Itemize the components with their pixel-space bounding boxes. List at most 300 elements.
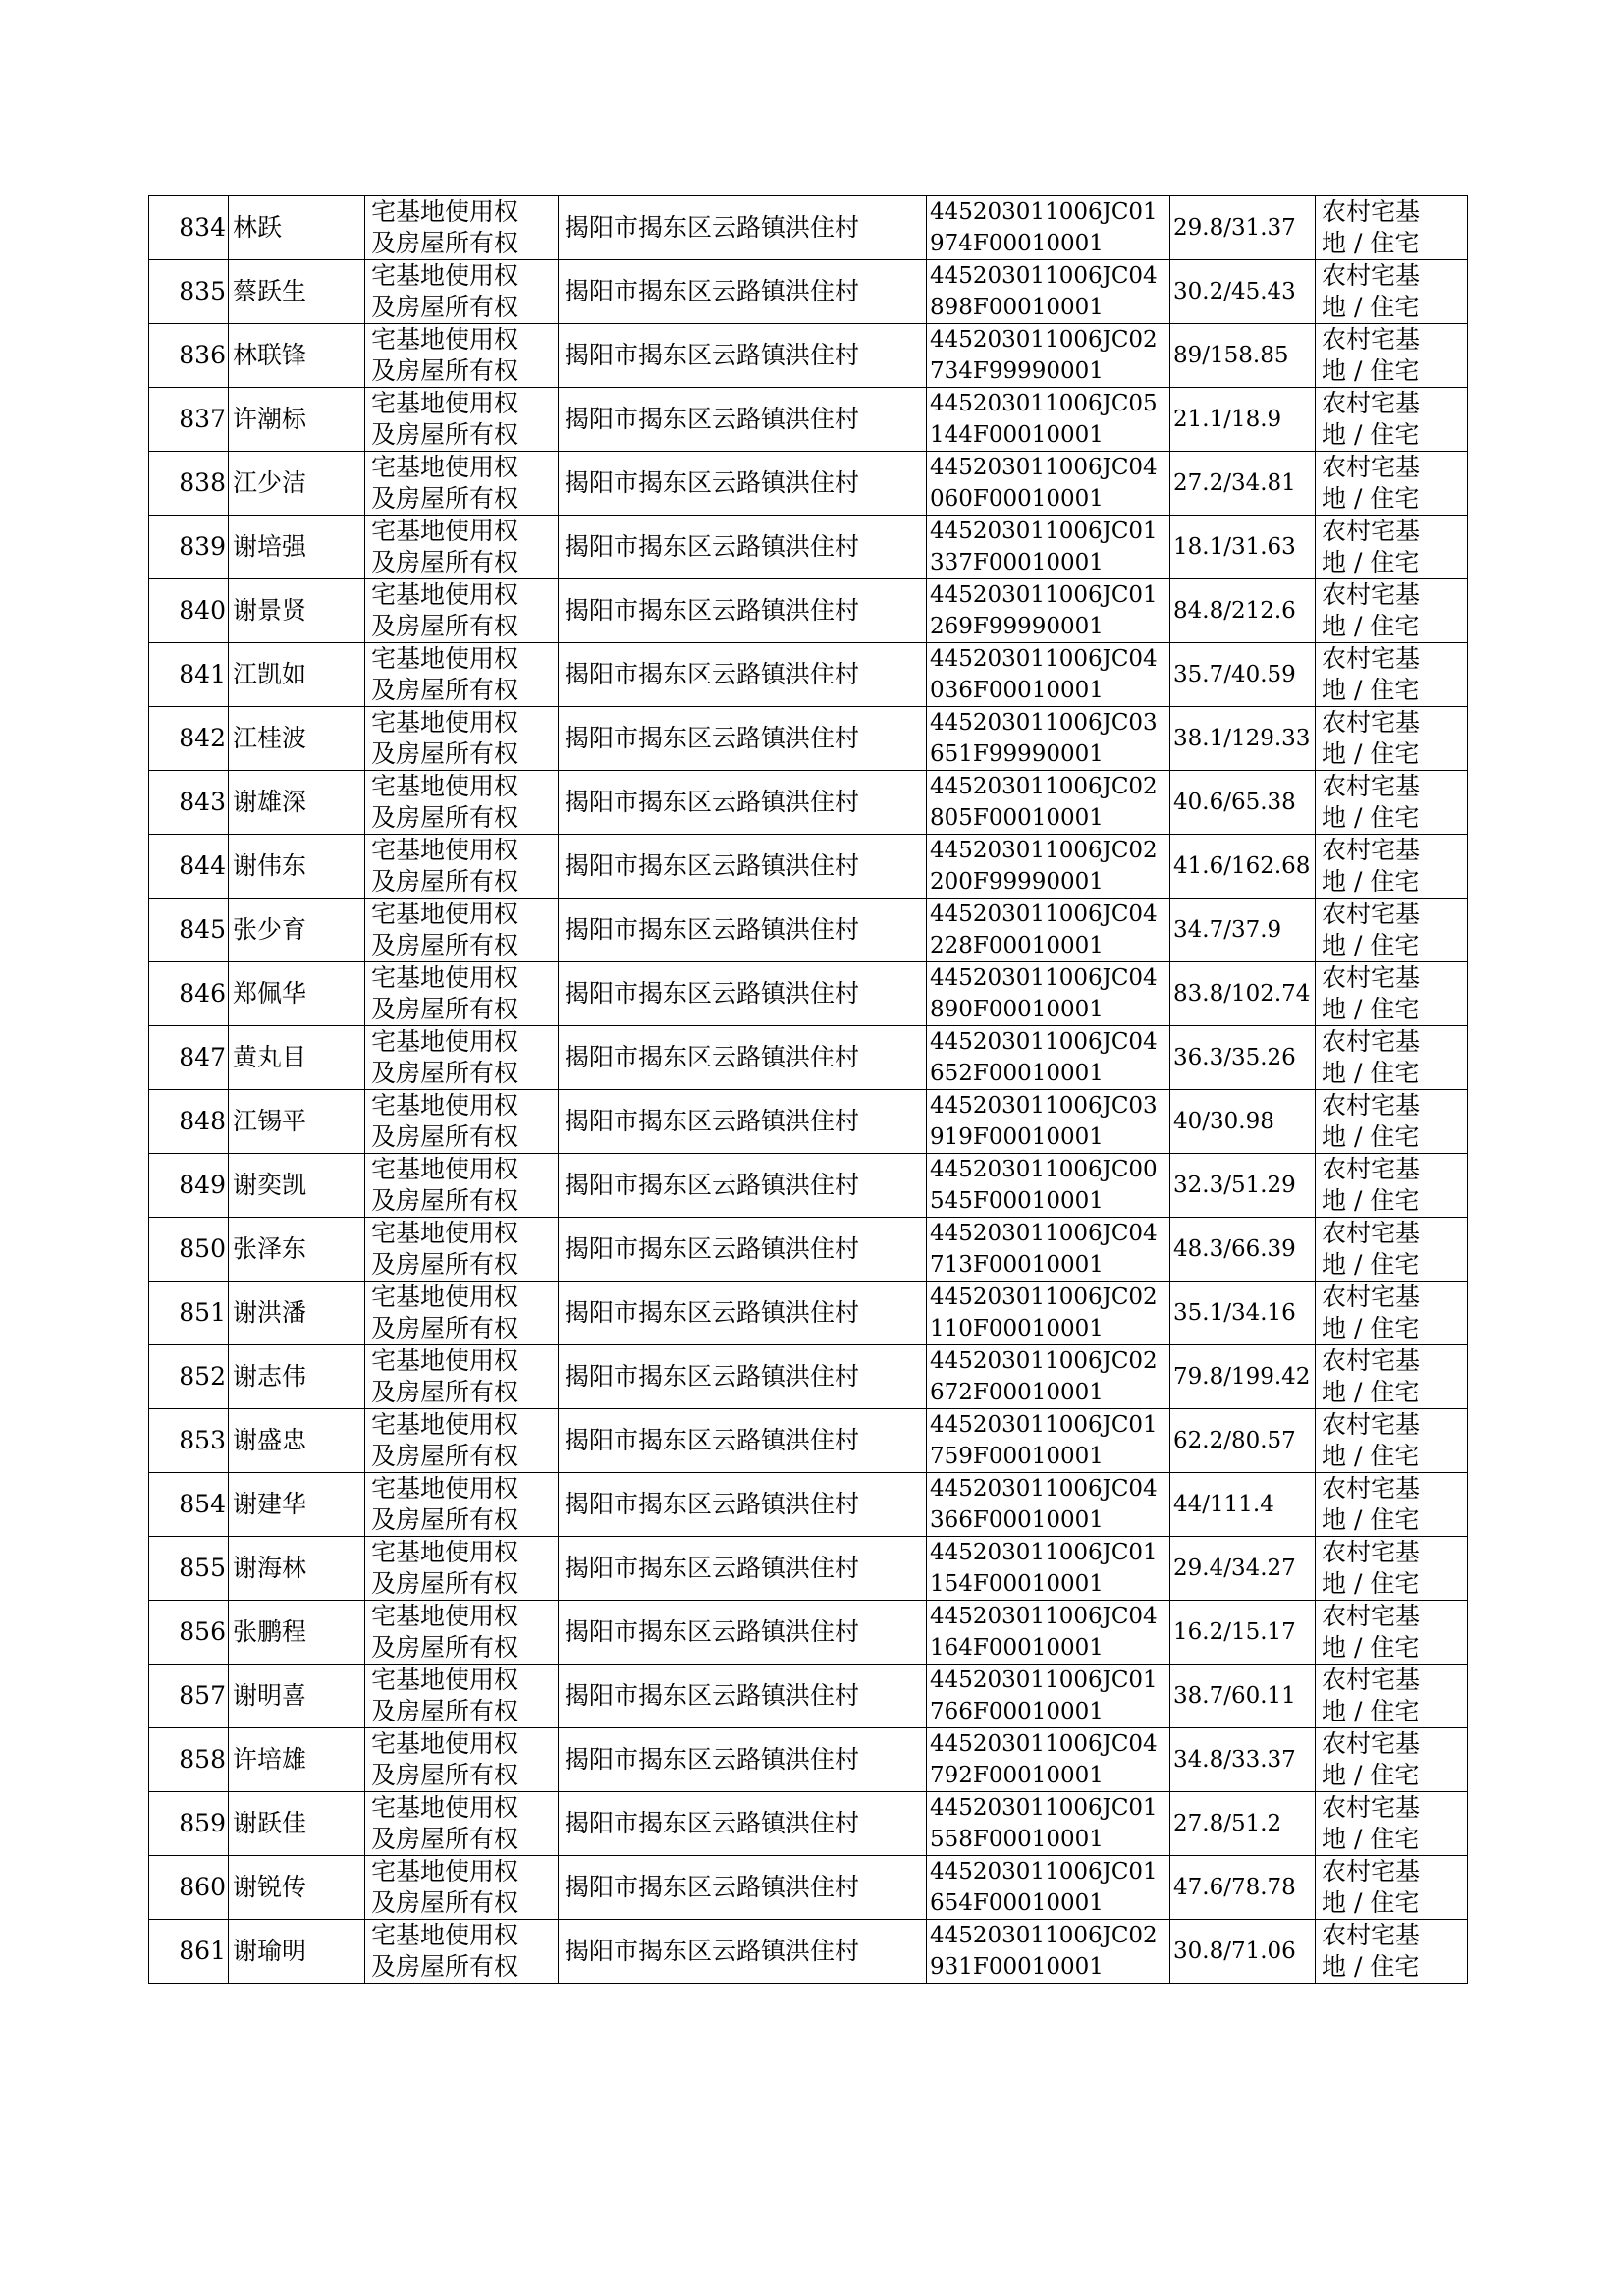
right-type-text: 宅基地使用权 及房屋所有权 <box>371 389 519 449</box>
area-text: 35.1/34.16 <box>1173 1300 1296 1326</box>
owner-name-cell: 蔡跃生 <box>229 260 365 324</box>
right-type-text: 宅基地使用权 及房屋所有权 <box>371 1219 519 1279</box>
location-cell: 揭阳市揭东区云路镇洪住村 <box>559 1920 927 1984</box>
owner-name-cell: 江锡平 <box>229 1090 365 1154</box>
land-use-text: 农村宅基 地 / 住宅 <box>1322 1793 1421 1853</box>
right-type-cell <box>365 962 559 1026</box>
right-type-cell <box>365 1473 559 1537</box>
location-cell: 揭阳市揭东区云路镇洪住村 <box>559 1026 927 1090</box>
land-use-text: 农村宅基 地 / 住宅 <box>1322 644 1421 704</box>
land-use-cell <box>1316 1345 1468 1409</box>
right-type-cell <box>365 1665 559 1728</box>
location-cell: 揭阳市揭东区云路镇洪住村 <box>559 1409 927 1473</box>
location-cell: 揭阳市揭东区云路镇洪住村 <box>559 388 927 452</box>
unit-code-text: 445203011006JC04164F00010001 <box>930 1604 1158 1661</box>
right-type-text: 宅基地使用权 及房屋所有权 <box>371 1283 519 1342</box>
right-type-cell <box>365 899 559 962</box>
area-cell <box>1170 1282 1316 1345</box>
area-text: 38.7/60.11 <box>1173 1683 1296 1709</box>
area-text: 83.8/102.74 <box>1173 981 1311 1007</box>
right-type-text: 宅基地使用权 及房屋所有权 <box>371 900 519 959</box>
owner-name-cell: 江少洁 <box>229 452 365 516</box>
area-text: 32.3/51.29 <box>1173 1173 1296 1198</box>
owner-name-cell: 谢奕凯 <box>229 1154 365 1218</box>
owner-name-cell: 许潮标 <box>229 388 365 452</box>
table-row <box>149 1090 1468 1154</box>
land-use-cell <box>1316 962 1468 1026</box>
land-use-text: 农村宅基 地 / 住宅 <box>1322 963 1421 1023</box>
land-use-text: 农村宅基 地 / 住宅 <box>1322 389 1421 449</box>
unit-code-cell <box>927 1856 1170 1920</box>
table-row <box>149 1345 1468 1409</box>
table-row <box>149 196 1468 260</box>
right-type-cell <box>365 1090 559 1154</box>
area-text: 41.6/162.68 <box>1173 853 1311 879</box>
right-type-cell <box>365 835 559 899</box>
area-text: 40/30.98 <box>1173 1109 1274 1134</box>
right-type-text: 宅基地使用权 及房屋所有权 <box>371 644 519 704</box>
unit-code-cell <box>927 579 1170 643</box>
right-type-cell <box>365 516 559 579</box>
unit-code-text: 445203011006JC01654F00010001 <box>930 1859 1158 1916</box>
unit-code-text: 445203011006JC02931F00010001 <box>930 1923 1158 1980</box>
area-text: 16.2/15.17 <box>1173 1619 1296 1645</box>
area-cell <box>1170 1792 1316 1856</box>
unit-code-text: 445203011006JC03919F00010001 <box>930 1093 1158 1150</box>
right-type-text: 宅基地使用权 及房屋所有权 <box>371 708 519 768</box>
land-use-cell <box>1316 388 1468 452</box>
right-type-cell <box>365 643 559 707</box>
right-type-text: 宅基地使用权 及房屋所有权 <box>371 1155 519 1215</box>
area-cell <box>1170 1026 1316 1090</box>
area-cell <box>1170 579 1316 643</box>
right-type-cell <box>365 1026 559 1090</box>
unit-code-text: 445203011006JC04366F00010001 <box>930 1476 1158 1533</box>
area-text: 38.1/129.33 <box>1173 726 1311 751</box>
unit-code-cell <box>927 324 1170 388</box>
table-row <box>149 1728 1468 1792</box>
table-row <box>149 1154 1468 1218</box>
table-row <box>149 1409 1468 1473</box>
unit-code-text: 445203011006JC04036F00010001 <box>930 646 1158 703</box>
row-number-cell: 850 <box>149 1218 229 1282</box>
table-row <box>149 835 1468 899</box>
area-cell <box>1170 1218 1316 1282</box>
unit-code-cell <box>927 835 1170 899</box>
row-number-cell: 846 <box>149 962 229 1026</box>
unit-code-text: 445203011006JC04898F00010001 <box>930 263 1158 320</box>
row-number-cell: 841 <box>149 643 229 707</box>
land-use-cell <box>1316 1792 1468 1856</box>
unit-code-text: 445203011006JC01766F00010001 <box>930 1667 1158 1724</box>
area-cell <box>1170 899 1316 962</box>
unit-code-cell <box>927 1920 1170 1984</box>
owner-name-cell: 林联锋 <box>229 324 365 388</box>
land-use-text: 农村宅基 地 / 住宅 <box>1322 708 1421 768</box>
table-row <box>149 579 1468 643</box>
right-type-cell <box>365 196 559 260</box>
right-type-text: 宅基地使用权 及房屋所有权 <box>371 1921 519 1981</box>
right-type-cell <box>365 1282 559 1345</box>
table-row <box>149 324 1468 388</box>
right-type-text: 宅基地使用权 及房屋所有权 <box>371 1857 519 1917</box>
location-cell: 揭阳市揭东区云路镇洪住村 <box>559 1665 927 1728</box>
right-type-cell <box>365 1345 559 1409</box>
location-cell: 揭阳市揭东区云路镇洪住村 <box>559 1792 927 1856</box>
area-text: 89/158.85 <box>1173 343 1289 368</box>
unit-code-cell <box>927 1601 1170 1665</box>
owner-name-cell: 谢锐传 <box>229 1856 365 1920</box>
land-use-cell <box>1316 260 1468 324</box>
unit-code-text: 445203011006JC04060F00010001 <box>930 455 1158 512</box>
area-cell <box>1170 260 1316 324</box>
location-cell: 揭阳市揭东区云路镇洪住村 <box>559 1537 927 1601</box>
owner-name-cell: 谢景贤 <box>229 579 365 643</box>
unit-code-text: 445203011006JC02110F00010001 <box>930 1284 1158 1341</box>
unit-code-cell <box>927 1537 1170 1601</box>
row-number-cell: 844 <box>149 835 229 899</box>
right-type-cell <box>365 1601 559 1665</box>
land-use-cell <box>1316 1601 1468 1665</box>
right-type-text: 宅基地使用权 及房屋所有权 <box>371 1793 519 1853</box>
area-cell <box>1170 1537 1316 1601</box>
location-cell: 揭阳市揭东区云路镇洪住村 <box>559 324 927 388</box>
right-type-text: 宅基地使用权 及房屋所有权 <box>371 836 519 896</box>
row-number-cell: 836 <box>149 324 229 388</box>
row-number-cell: 843 <box>149 771 229 835</box>
area-text: 44/111.4 <box>1173 1492 1274 1517</box>
land-use-cell <box>1316 771 1468 835</box>
table-row <box>149 516 1468 579</box>
land-use-cell <box>1316 899 1468 962</box>
location-cell: 揭阳市揭东区云路镇洪住村 <box>559 643 927 707</box>
land-use-text: 农村宅基 地 / 住宅 <box>1322 325 1421 385</box>
area-text: 36.3/35.26 <box>1173 1045 1296 1070</box>
row-number-cell: 840 <box>149 579 229 643</box>
land-use-text: 农村宅基 地 / 住宅 <box>1322 1410 1421 1470</box>
land-use-text: 农村宅基 地 / 住宅 <box>1322 261 1421 321</box>
unit-code-text: 445203011006JC02734F99990001 <box>930 327 1158 384</box>
owner-name-cell: 谢海林 <box>229 1537 365 1601</box>
row-number-cell: 834 <box>149 196 229 260</box>
unit-code-cell <box>927 899 1170 962</box>
land-use-cell <box>1316 1920 1468 1984</box>
land-use-text: 农村宅基 地 / 住宅 <box>1322 1857 1421 1917</box>
land-use-text: 农村宅基 地 / 住宅 <box>1322 1219 1421 1279</box>
row-number-cell: 848 <box>149 1090 229 1154</box>
land-use-cell <box>1316 1728 1468 1792</box>
area-cell <box>1170 1409 1316 1473</box>
unit-code-cell <box>927 1665 1170 1728</box>
unit-code-text: 445203011006JC05144F00010001 <box>930 391 1158 448</box>
right-type-text: 宅基地使用权 及房屋所有权 <box>371 325 519 385</box>
land-use-cell <box>1316 1473 1468 1537</box>
unit-code-cell <box>927 707 1170 771</box>
owner-name-cell: 谢明喜 <box>229 1665 365 1728</box>
land-use-cell <box>1316 1218 1468 1282</box>
land-use-cell <box>1316 1665 1468 1728</box>
right-type-cell <box>365 1728 559 1792</box>
unit-code-text: 445203011006JC01759F00010001 <box>930 1412 1158 1469</box>
location-cell: 揭阳市揭东区云路镇洪住村 <box>559 1282 927 1345</box>
area-cell <box>1170 643 1316 707</box>
row-number-cell: 854 <box>149 1473 229 1537</box>
unit-code-text: 445203011006JC01974F00010001 <box>930 199 1158 256</box>
right-type-text: 宅基地使用权 及房屋所有权 <box>371 1346 519 1406</box>
unit-code-cell <box>927 196 1170 260</box>
area-text: 29.8/31.37 <box>1173 215 1296 241</box>
row-number-cell: 835 <box>149 260 229 324</box>
owner-name-cell: 谢雄深 <box>229 771 365 835</box>
land-use-text: 农村宅基 地 / 住宅 <box>1322 517 1421 576</box>
unit-code-text: 445203011006JC01154F00010001 <box>930 1540 1158 1597</box>
area-text: 35.7/40.59 <box>1173 662 1296 687</box>
location-cell: 揭阳市揭东区云路镇洪住村 <box>559 1345 927 1409</box>
right-type-cell <box>365 771 559 835</box>
right-type-cell <box>365 1920 559 1984</box>
area-text: 27.2/34.81 <box>1173 470 1296 496</box>
unit-code-cell <box>927 1218 1170 1282</box>
table-row <box>149 260 1468 324</box>
land-use-text: 农村宅基 地 / 住宅 <box>1322 1729 1421 1789</box>
right-type-text: 宅基地使用权 及房屋所有权 <box>371 1091 519 1151</box>
right-type-cell <box>365 579 559 643</box>
right-type-cell <box>365 260 559 324</box>
area-cell <box>1170 1920 1316 1984</box>
area-text: 30.8/71.06 <box>1173 1939 1296 1964</box>
location-cell: 揭阳市揭东区云路镇洪住村 <box>559 1601 927 1665</box>
land-use-text: 农村宅基 地 / 住宅 <box>1322 1602 1421 1662</box>
right-type-text: 宅基地使用权 及房屋所有权 <box>371 1602 519 1662</box>
area-cell <box>1170 516 1316 579</box>
unit-code-cell <box>927 643 1170 707</box>
location-cell: 揭阳市揭东区云路镇洪住村 <box>559 579 927 643</box>
location-cell: 揭阳市揭东区云路镇洪住村 <box>559 962 927 1026</box>
area-text: 30.2/45.43 <box>1173 279 1296 304</box>
land-use-cell <box>1316 1537 1468 1601</box>
location-cell: 揭阳市揭东区云路镇洪住村 <box>559 1473 927 1537</box>
land-use-cell <box>1316 324 1468 388</box>
land-use-cell <box>1316 835 1468 899</box>
land-use-text: 农村宅基 地 / 住宅 <box>1322 772 1421 832</box>
unit-code-cell <box>927 388 1170 452</box>
area-text: 48.3/66.39 <box>1173 1236 1296 1262</box>
owner-name-cell: 张鹏程 <box>229 1601 365 1665</box>
land-use-text: 农村宅基 地 / 住宅 <box>1322 1921 1421 1981</box>
area-text: 62.2/80.57 <box>1173 1428 1296 1453</box>
table-row <box>149 1792 1468 1856</box>
unit-code-text: 445203011006JC04890F00010001 <box>930 965 1158 1022</box>
location-cell: 揭阳市揭东区云路镇洪住村 <box>559 452 927 516</box>
row-number-cell: 852 <box>149 1345 229 1409</box>
location-cell: 揭阳市揭东区云路镇洪住村 <box>559 516 927 579</box>
right-type-cell <box>365 1409 559 1473</box>
owner-name-cell: 谢培强 <box>229 516 365 579</box>
table-row <box>149 388 1468 452</box>
area-cell <box>1170 1856 1316 1920</box>
land-use-text: 农村宅基 地 / 住宅 <box>1322 836 1421 896</box>
unit-code-cell <box>927 771 1170 835</box>
land-use-cell <box>1316 1090 1468 1154</box>
owner-name-cell: 江凯如 <box>229 643 365 707</box>
right-type-text: 宅基地使用权 及房屋所有权 <box>371 1410 519 1470</box>
unit-code-cell <box>927 260 1170 324</box>
owner-name-cell: 谢盛忠 <box>229 1409 365 1473</box>
area-text: 47.6/78.78 <box>1173 1875 1296 1900</box>
right-type-text: 宅基地使用权 及房屋所有权 <box>371 261 519 321</box>
land-use-cell <box>1316 643 1468 707</box>
area-text: 79.8/199.42 <box>1173 1364 1311 1390</box>
area-cell <box>1170 835 1316 899</box>
row-number-cell: 857 <box>149 1665 229 1728</box>
table-row <box>149 1537 1468 1601</box>
land-use-cell <box>1316 1026 1468 1090</box>
unit-code-text: 445203011006JC02805F00010001 <box>930 774 1158 831</box>
location-cell: 揭阳市揭东区云路镇洪住村 <box>559 835 927 899</box>
row-number-cell: 849 <box>149 1154 229 1218</box>
owner-name-cell: 谢洪潘 <box>229 1282 365 1345</box>
area-text: 40.6/65.38 <box>1173 790 1296 815</box>
area-text: 34.8/33.37 <box>1173 1747 1296 1773</box>
row-number-cell: 860 <box>149 1856 229 1920</box>
row-number-cell: 839 <box>149 516 229 579</box>
right-type-text: 宅基地使用权 及房屋所有权 <box>371 517 519 576</box>
row-number-cell: 838 <box>149 452 229 516</box>
right-type-text: 宅基地使用权 及房屋所有权 <box>371 772 519 832</box>
right-type-cell <box>365 324 559 388</box>
right-type-cell <box>365 1792 559 1856</box>
land-use-cell <box>1316 1409 1468 1473</box>
land-use-text: 农村宅基 地 / 住宅 <box>1322 453 1421 513</box>
location-cell: 揭阳市揭东区云路镇洪住村 <box>559 1856 927 1920</box>
land-use-text: 农村宅基 地 / 住宅 <box>1322 1346 1421 1406</box>
land-use-cell <box>1316 579 1468 643</box>
row-number-cell: 858 <box>149 1728 229 1792</box>
unit-code-text: 445203011006JC02200F99990001 <box>930 838 1158 895</box>
table-body <box>149 196 1468 1984</box>
unit-code-cell <box>927 1409 1170 1473</box>
owner-name-cell: 谢伟东 <box>229 835 365 899</box>
owner-name-cell: 谢瑜明 <box>229 1920 365 1984</box>
area-cell <box>1170 1473 1316 1537</box>
table-row <box>149 1601 1468 1665</box>
table-row <box>149 1665 1468 1728</box>
table-row <box>149 452 1468 516</box>
table-row <box>149 1473 1468 1537</box>
land-use-text: 农村宅基 地 / 住宅 <box>1322 580 1421 640</box>
land-use-cell <box>1316 452 1468 516</box>
unit-code-text: 445203011006JC01558F00010001 <box>930 1795 1158 1852</box>
owner-name-cell: 谢志伟 <box>229 1345 365 1409</box>
area-text: 27.8/51.2 <box>1173 1811 1282 1836</box>
land-use-cell <box>1316 516 1468 579</box>
row-number-cell: 842 <box>149 707 229 771</box>
table-row <box>149 1920 1468 1984</box>
area-text: 18.1/31.63 <box>1173 534 1296 560</box>
table-row <box>149 707 1468 771</box>
unit-code-text: 445203011006JC01337F00010001 <box>930 519 1158 575</box>
right-type-cell <box>365 1154 559 1218</box>
area-cell <box>1170 1154 1316 1218</box>
owner-name-cell: 林跃 <box>229 196 365 260</box>
unit-code-cell <box>927 1792 1170 1856</box>
unit-code-text: 445203011006JC01269F99990001 <box>930 582 1158 639</box>
land-use-text: 农村宅基 地 / 住宅 <box>1322 1283 1421 1342</box>
area-cell <box>1170 1665 1316 1728</box>
area-cell <box>1170 771 1316 835</box>
location-cell: 揭阳市揭东区云路镇洪住村 <box>559 1218 927 1282</box>
right-type-text: 宅基地使用权 及房屋所有权 <box>371 963 519 1023</box>
row-number-cell: 861 <box>149 1920 229 1984</box>
unit-code-cell <box>927 1728 1170 1792</box>
right-type-text: 宅基地使用权 及房屋所有权 <box>371 1474 519 1534</box>
table-row <box>149 899 1468 962</box>
area-cell <box>1170 196 1316 260</box>
table-row <box>149 1026 1468 1090</box>
table-row <box>149 643 1468 707</box>
right-type-cell <box>365 388 559 452</box>
area-cell <box>1170 707 1316 771</box>
table-row <box>149 962 1468 1026</box>
row-number-cell: 847 <box>149 1026 229 1090</box>
row-number-cell: 855 <box>149 1537 229 1601</box>
land-use-cell <box>1316 707 1468 771</box>
row-number-cell: 853 <box>149 1409 229 1473</box>
location-cell: 揭阳市揭东区云路镇洪住村 <box>559 707 927 771</box>
right-type-text: 宅基地使用权 及房屋所有权 <box>371 1666 519 1725</box>
land-use-text: 农村宅基 地 / 住宅 <box>1322 1027 1421 1087</box>
land-use-cell <box>1316 1856 1468 1920</box>
land-use-cell <box>1316 1282 1468 1345</box>
land-use-text: 农村宅基 地 / 住宅 <box>1322 1155 1421 1215</box>
table-row <box>149 1218 1468 1282</box>
area-text: 84.8/212.6 <box>1173 598 1296 624</box>
area-cell <box>1170 1345 1316 1409</box>
area-cell <box>1170 1090 1316 1154</box>
location-cell: 揭阳市揭东区云路镇洪住村 <box>559 1154 927 1218</box>
unit-code-cell <box>927 1473 1170 1537</box>
location-cell: 揭阳市揭东区云路镇洪住村 <box>559 1728 927 1792</box>
right-type-cell <box>365 1856 559 1920</box>
property-rights-table <box>148 195 1468 1984</box>
table-row <box>149 1856 1468 1920</box>
location-cell: 揭阳市揭东区云路镇洪住村 <box>559 771 927 835</box>
unit-code-cell <box>927 516 1170 579</box>
unit-code-text: 445203011006JC02672F00010001 <box>930 1348 1158 1405</box>
location-cell: 揭阳市揭东区云路镇洪住村 <box>559 899 927 962</box>
owner-name-cell: 黄丸目 <box>229 1026 365 1090</box>
owner-name-cell: 郑佩华 <box>229 962 365 1026</box>
land-use-cell <box>1316 196 1468 260</box>
unit-code-cell <box>927 1026 1170 1090</box>
location-cell: 揭阳市揭东区云路镇洪住村 <box>559 260 927 324</box>
right-type-text: 宅基地使用权 及房屋所有权 <box>371 1729 519 1789</box>
land-use-text: 农村宅基 地 / 住宅 <box>1322 1538 1421 1598</box>
owner-name-cell: 张泽东 <box>229 1218 365 1282</box>
owner-name-cell: 谢建华 <box>229 1473 365 1537</box>
land-use-text: 农村宅基 地 / 住宅 <box>1322 1666 1421 1725</box>
unit-code-text: 445203011006JC03651F99990001 <box>930 710 1158 767</box>
area-text: 34.7/37.9 <box>1173 917 1282 943</box>
unit-code-text: 445203011006JC00545F00010001 <box>930 1157 1158 1214</box>
unit-code-cell <box>927 1282 1170 1345</box>
unit-code-text: 445203011006JC04652F00010001 <box>930 1029 1158 1086</box>
owner-name-cell: 张少育 <box>229 899 365 962</box>
unit-code-cell <box>927 1154 1170 1218</box>
unit-code-cell <box>927 962 1170 1026</box>
table-row <box>149 1282 1468 1345</box>
unit-code-text: 445203011006JC04228F00010001 <box>930 902 1158 958</box>
